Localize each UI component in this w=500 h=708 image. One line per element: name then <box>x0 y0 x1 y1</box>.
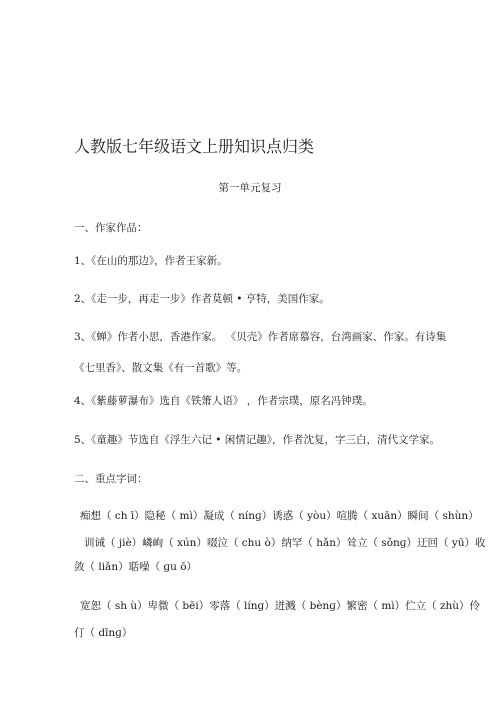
document-title: 人教版七年级语文上册知识点归类 <box>74 137 315 156</box>
unit-subtitle: 第一单元复习 <box>218 182 282 194</box>
list-item: 1、《在山的那边》，作者王家新。 <box>74 255 228 267</box>
vocab-line: 敛（ liǎn）聒噪（ ɡu ō） <box>74 561 198 573</box>
vocab-line: 训诫（ jiè）嶙峋（ xún）啜泣（ chu ò）纳罕（ hǎn）耸立（ sǒnɡ）迂回（ yū）收 <box>84 537 486 549</box>
vocab-line: 痴想（ ch ī）隐秘（ mì）凝成（ nínɡ）诱惑（ yòu）喧腾（ xuān）瞬间（ shùn） <box>80 510 479 522</box>
list-item: 5、《童趣》节选自《浮生六记 • 闲情记趣》，作者沈复，字三白，清代文学家。 <box>74 434 441 446</box>
section-heading-authors: 一、作家作品： <box>74 222 148 234</box>
vocab-line: 仃（ dīnɡ） <box>74 627 133 639</box>
list-item: 4、《紫藤萝瀑布》选自《铁箫人语》 ，作者宗璞，原名冯钟璞。 <box>74 395 373 407</box>
vocab-line: 宽恕（ sh ù）卑微（ bēi）零落（ línɡ）迸溅（ bènɡ）繁密（ mì）伫立（ zhù）伶 <box>80 600 481 612</box>
list-item-continuation: 《七里香》、散文集《有一首歌》等。 <box>74 362 248 374</box>
list-item: 2、《走一步，再走一步》作者莫顿 • 亨特，美国作家。 <box>74 293 330 305</box>
section-heading-vocabulary: 二、重点字词： <box>74 473 148 485</box>
list-item: 3、《蝉》作者小思，香港作家。 《贝壳》作者席慕容，台湾画家、作家。有诗集 <box>74 331 447 343</box>
